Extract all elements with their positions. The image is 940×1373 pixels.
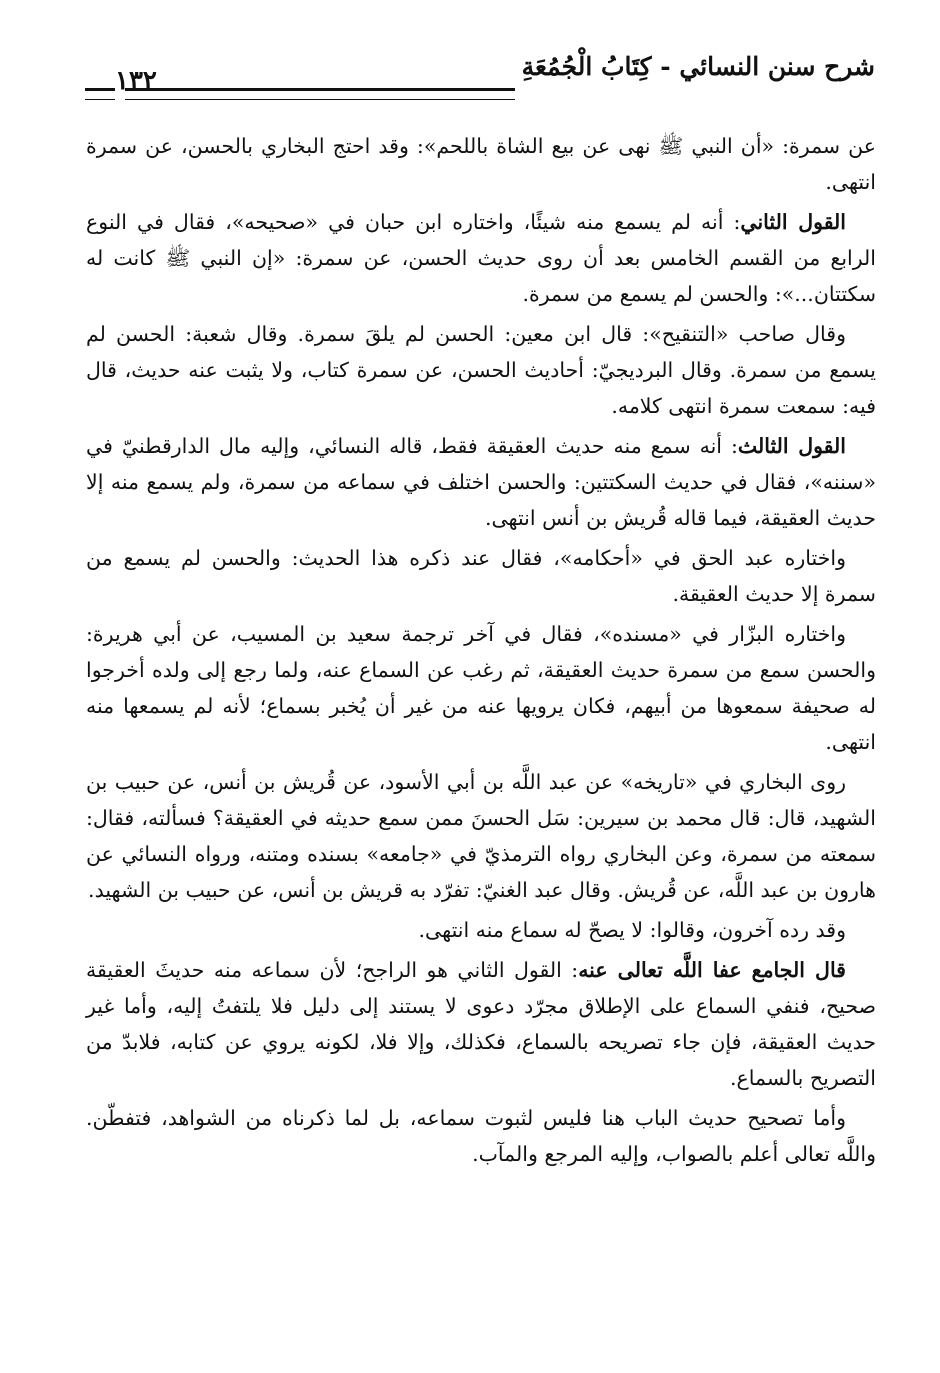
paragraph-text: : أنه سمع منه حديث العقيقة فقط، قاله النسائي، وإليه مال الدارقطنيّ في «سننه»، فقال في حديث السكتتين: والحسن اختلف في سماعه من سمرة، ولم يسمع منه إلا حديث العقيقة، فيما قاله قُريش بن أنس انتهى.: [86, 434, 876, 530]
paragraph-text: واختاره عبد الحق في «أحكامه»، فقال عند ذكره هذا الحديث: والحسن لم يسمع من سمرة إلا حديث العقيقة.: [86, 546, 876, 606]
paragraph-text: واختاره البزّار في «مسنده»، فقال في آخر ترجمة سعيد بن المسيب، عن أبي هريرة: والحسن سمع من سمرة حديث العقيقة، ثم رغب عن السماع عنه، ولما رجع إلى ولده أخرجوا له صحيفة سمعوها من أبيهم، فكان يرويها عنه من غير أن يُخبر بسماع؛ لأنه لم يسمعها منه انتهى.: [86, 622, 876, 754]
page-header: [85, 52, 875, 102]
paragraph: [86, 540, 876, 612]
paragraph: [86, 316, 876, 424]
paragraph: [86, 912, 876, 948]
paragraph-text: : أنه لم يسمع منه شيئًا، واختاره ابن حبان في «صحيحه»، فقال في النوع الرابع من القسم الخامس بعد أن روى حديث الحسن، عن سمرة: «إن النبي ﷺ كانت له سكتتان...»: والحسن لم يسمع من سمرة.: [86, 210, 876, 306]
paragraph: [86, 204, 876, 312]
paragraph-heading: قال الجامع عفا اللَّه تعالى عنه: [578, 958, 846, 982]
paragraph: [86, 616, 876, 760]
paragraph: [86, 1100, 876, 1172]
paragraph-text: روى البخاري في «تاريخه» عن عبد اللَّه بن أبي الأسود، عن قُريش بن أنس، عن حبيب بن الشهيد، قال: قال محمد بن سيرين: سَل الحسنَ ممن سمع حديثه في العقيقة؟ فسألته، فقال: سمعته من سمرة، وعن البخاري رواه الترمذيّ في «جامعه» بسنده ومتنه، ورواه النسائي عن هارون بن عبد اللَّه، عن قُريش. وقال عبد الغنيّ: تفرّد به قريش بن أنس، عن حبيب بن الشهيد.: [86, 770, 876, 902]
paragraph-heading: القول الثالث: [737, 434, 846, 458]
paragraph-heading: القول الثاني: [740, 210, 847, 234]
paragraph: [86, 128, 876, 200]
header-rule: [125, 88, 515, 100]
paragraph-text: وقال صاحب «التنقيح»: قال ابن معين: الحسن لم يلقَ سمرة. وقال شعبة: الحسن لم يسمع من سمرة. وقال البرديجيّ: أحاديث الحسن، عن سمرة كتاب، ولا يثبت عنه حديث، قال فيه: سمعت سمرة انتهى كلامه.: [86, 322, 876, 418]
page-body: [86, 128, 876, 1176]
paragraph: [86, 952, 876, 1096]
paragraph-text: عن سمرة: «أن النبي ﷺ نهى عن بيع الشاة باللحم»: وقد احتج البخاري بالحسن، عن سمرة انتهى.: [86, 134, 876, 194]
paragraph: [86, 428, 876, 536]
paragraph: [86, 764, 876, 908]
paragraph-text: وأما تصحيح حديث الباب هنا فليس لثبوت سماعه، بل لما ذكرناه من الشواهد، فتفطّن. واللَّه تعالى أعلم بالصواب، وإليه المرجع والمآب.: [86, 1106, 876, 1166]
header-rule-short: [85, 88, 115, 100]
paragraph-text: وقد رده آخرون، وقالوا: لا يصحّ له سماع منه انتهى.: [418, 918, 846, 942]
paragraph-text: : القول الثاني هو الراجح؛ لأن سماعه منه حديثَ العقيقة صحيح، فنفي السماع على الإطلاق مجرّد دعوى لا يستند إلى دليل فلا يلتفتُ إليه، وأما غير حديث العقيقة، فإن جاء تصريحه بالسماع، فكذلك، وإلا فلا، لكونه يروي عن كتابه، فلابدّ من التصريح بالسماع.: [86, 958, 876, 1090]
page-number: ١٣٢: [115, 66, 157, 96]
running-title: شرح سنن النسائي - كِتَابُ الْجُمُعَةِ: [521, 52, 875, 81]
